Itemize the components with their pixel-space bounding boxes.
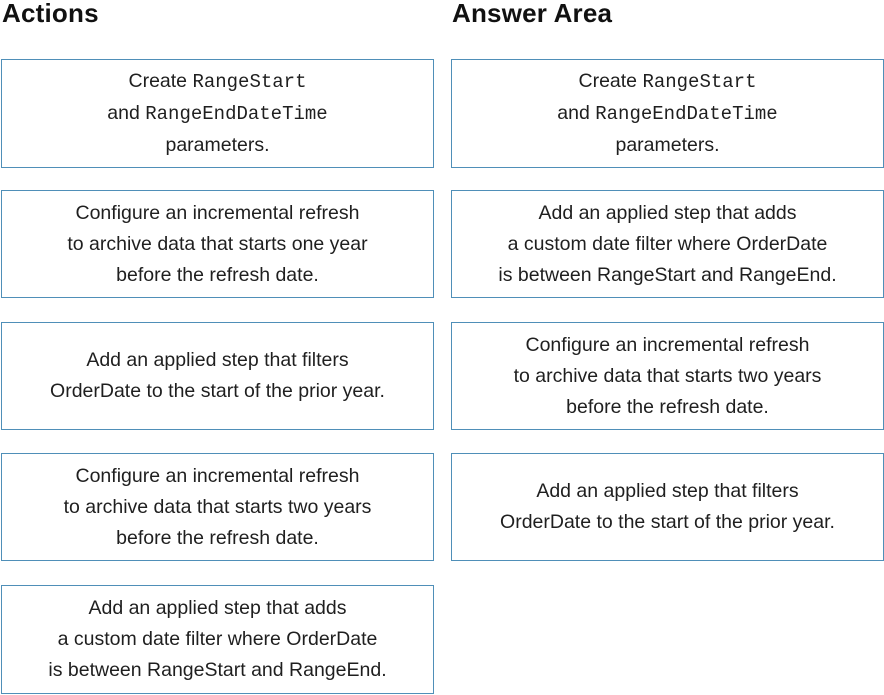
text-prefix: and (557, 102, 596, 124)
answer-item-line: is between RangeStart and RangeEnd. (498, 263, 837, 286)
action-item-line: Configure an incremental refresh (75, 464, 360, 487)
action-item-line: to archive data that starts two years (63, 495, 372, 518)
action-item-create-parameters[interactable] (1, 59, 434, 168)
code-range-start: RangeStart (192, 71, 307, 93)
action-item-text (50, 345, 385, 407)
code-range-end-datetime: RangeEndDateTime (145, 103, 328, 125)
action-item-text (48, 593, 386, 686)
actions-heading: Actions (2, 0, 99, 28)
answer-item-line: to archive data that starts two years (513, 364, 822, 387)
answer-item-text (557, 66, 777, 161)
action-item-line: a custom date filter where OrderDate (57, 628, 378, 650)
action-item-text (67, 198, 367, 291)
answer-item-line: a custom date filter where OrderDate (507, 232, 828, 255)
text-prefix: Create (578, 70, 643, 92)
answer-item-line: before the refresh date. (566, 395, 769, 418)
code-range-end-datetime: RangeEndDateTime (595, 103, 778, 125)
answer-item-line: Add an applied step that filters (536, 480, 799, 502)
answer-item-custom-date-filter[interactable] (451, 190, 884, 298)
answer-item-create-parameters[interactable] (451, 59, 884, 168)
action-item-line (107, 98, 327, 130)
text-prefix: and (107, 102, 146, 124)
action-item-filter-prior-year[interactable] (1, 322, 434, 430)
code-range-start: RangeStart (642, 71, 757, 93)
answer-item-line: Add an applied step that adds (538, 201, 797, 224)
text-prefix: Create (128, 70, 193, 92)
action-item-line: OrderDate to the start of the prior year. (50, 380, 385, 402)
action-item-custom-date-filter[interactable] (1, 585, 434, 694)
action-item-line (107, 66, 327, 98)
answer-item-text (500, 476, 835, 538)
action-item-line: to archive data that starts one year (67, 232, 368, 255)
answer-area-heading: Answer Area (452, 0, 613, 28)
action-item-line: Add an applied step that filters (86, 349, 349, 371)
action-item-line: Add an applied step that adds (88, 597, 347, 619)
answer-item-line: parameters. (615, 134, 720, 156)
action-item-text (64, 461, 372, 554)
action-item-line: before the refresh date. (116, 526, 319, 549)
action-item-line: before the refresh date. (116, 263, 319, 286)
answer-item-line: Configure an incremental refresh (525, 333, 810, 356)
action-item-line: is between RangeStart and RangeEnd. (48, 659, 387, 681)
answer-item-line: OrderDate to the start of the prior year. (500, 511, 835, 533)
answer-item-line (557, 66, 777, 98)
action-item-text (107, 66, 327, 161)
answer-item-line (557, 98, 777, 130)
action-item-line: Configure an incremental refresh (75, 201, 360, 224)
action-item-line: parameters. (165, 134, 270, 156)
action-item-refresh-two-years[interactable] (1, 453, 434, 561)
answer-item-refresh-two-years[interactable] (451, 322, 884, 430)
answer-item-text (514, 330, 822, 423)
answer-item-text (498, 198, 836, 291)
answer-item-filter-prior-year[interactable] (451, 453, 884, 561)
action-item-refresh-one-year[interactable] (1, 190, 434, 298)
